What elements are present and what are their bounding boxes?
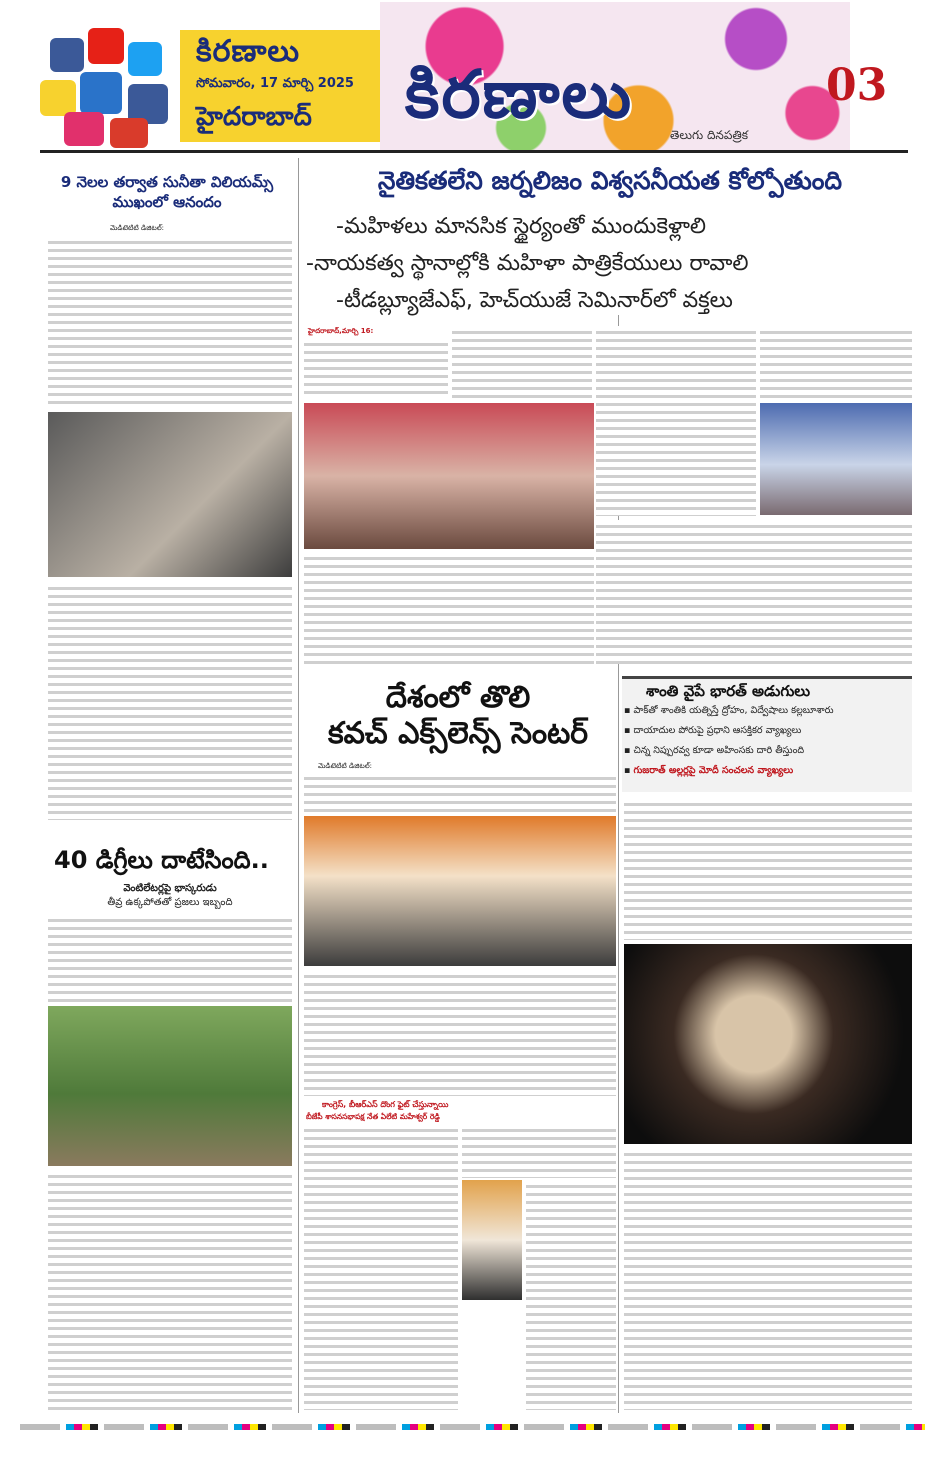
peace-body-1	[624, 798, 912, 940]
story-heat-headline: 40 డిగ్రీలు దాటేసింది..	[54, 846, 269, 874]
bjp-press-meet-photo	[304, 816, 616, 966]
sunita-williams-photo	[48, 412, 292, 577]
peace-body-2	[624, 1148, 912, 1410]
story-sunita-body	[48, 236, 292, 406]
lead-body-2	[452, 326, 592, 398]
kavach-body-1	[304, 772, 616, 812]
story-heat-subhead-2: తీవ్ర ఉక్కపోతతో ప్రజలు ఇబ్బంది	[107, 897, 233, 908]
column-divider	[298, 158, 299, 1413]
peace-bullet: ▪ చిన్న నిప్పురవ్వ కూడా అహింసకు దారి తీస్తుంది	[624, 745, 805, 756]
social-media-icons	[40, 28, 180, 148]
story-sunita-headline: 9 నెలల తర్వాత సునీతా విలియమ్స్ ముఖంలో ఆనందం	[60, 173, 274, 211]
lead-body-1	[304, 338, 448, 398]
peace-bullet: ▪ దాయాదుల పోరుపై ప్రధాని ఆసక్తికర వ్యాఖ్యలు	[624, 725, 802, 736]
seminar-group-photo	[304, 403, 594, 549]
masthead-small-title: కిరణాలు	[196, 34, 301, 69]
bjp-body-2	[462, 1124, 616, 1178]
story-sunita-dateline: మెడిటెటిటి డిజిటల్:	[110, 224, 165, 232]
masthead-title: కిరణాలు	[405, 56, 634, 133]
bjp-kicker: కాంగ్రెస్, బీఆర్ఎస్ దొంగ ఫైట్ చేస్తున్నాయి	[322, 1100, 449, 1109]
students-cycling-photo	[48, 1006, 292, 1166]
peace-box-bullets	[624, 704, 910, 778]
edition-city: హైదరాబాద్	[196, 102, 312, 132]
lead-body-6	[596, 520, 912, 664]
masthead-tagline: తెలుగు దినపత్రిక	[670, 128, 749, 142]
lead-body-4	[760, 326, 912, 398]
kavach-headline-line-2: కవచ్ ఎక్స్‌లెన్స్ సెంటర్	[327, 716, 589, 751]
lead-headline: నైతికతలేని జర్నలిజం విశ్వసనీయత కోల్పోతుంది	[377, 166, 843, 195]
story-heat-subhead: వెంటిలేటర్లపై భాస్కరుడు	[123, 883, 217, 894]
kavach-headline-line-1: దేశంలో తొలి	[385, 680, 531, 715]
bjp-body-1	[304, 1124, 458, 1410]
story-heat-body	[48, 914, 292, 1002]
lead-body-3	[596, 326, 756, 516]
kavach-dateline: మెడిటెటిటి డిజిటల్:	[318, 762, 373, 770]
print-registration-bar	[0, 1418, 945, 1434]
modi-portrait-photo	[624, 944, 912, 1144]
peace-bullet: ▪ పాక్‌తో శాంతికి యత్నిస్తే ద్రోహం, విద్వేషాలు కల్లబూశారు	[624, 705, 834, 716]
bjp-body-3	[526, 1180, 616, 1410]
lead-subhead-2: -నాయకత్వ స్థానాల్లోకి మహిళా పాత్రికేయులు రావాలి	[306, 251, 749, 276]
bjp-subhead: బీజేపీ శాసనసభాపక్ష నేత ఏలేటి మహేశ్వర్ రెడ్డి	[306, 1112, 440, 1121]
lead-subhead-3: -టీడబ్ల్యూజేఎఫ్, హెచ్‌యుజే సెమినార్‌లో వక్తలు	[336, 288, 733, 313]
peace-bullet-highlight: ▪ గుజరాత్ అల్లర్లపై మోదీ సంచలన వ్యాఖ్యలు	[624, 765, 794, 776]
story-sunita-body-continued	[48, 582, 292, 820]
lead-body-5	[304, 552, 594, 664]
kavach-body-2	[304, 970, 616, 1096]
lead-subhead-1: -మహిళలు మానసిక స్థైర్యంతో ముందుకెళ్లాలి	[336, 214, 707, 239]
page-number: 03	[826, 60, 888, 111]
seminar-stage-photo	[760, 403, 912, 515]
peace-box-title: శాంతి వైపే భారత్ అడుగులు	[646, 682, 811, 700]
issue-date: సోమవారం, 17 మార్చి 2025	[196, 76, 354, 91]
lead-dateline: హైదరాబాద్,మార్చి 16:	[308, 327, 374, 335]
header-rule	[40, 150, 908, 153]
story-heat-body-continued	[48, 1170, 292, 1410]
maheshwar-reddy-photo	[462, 1180, 522, 1300]
